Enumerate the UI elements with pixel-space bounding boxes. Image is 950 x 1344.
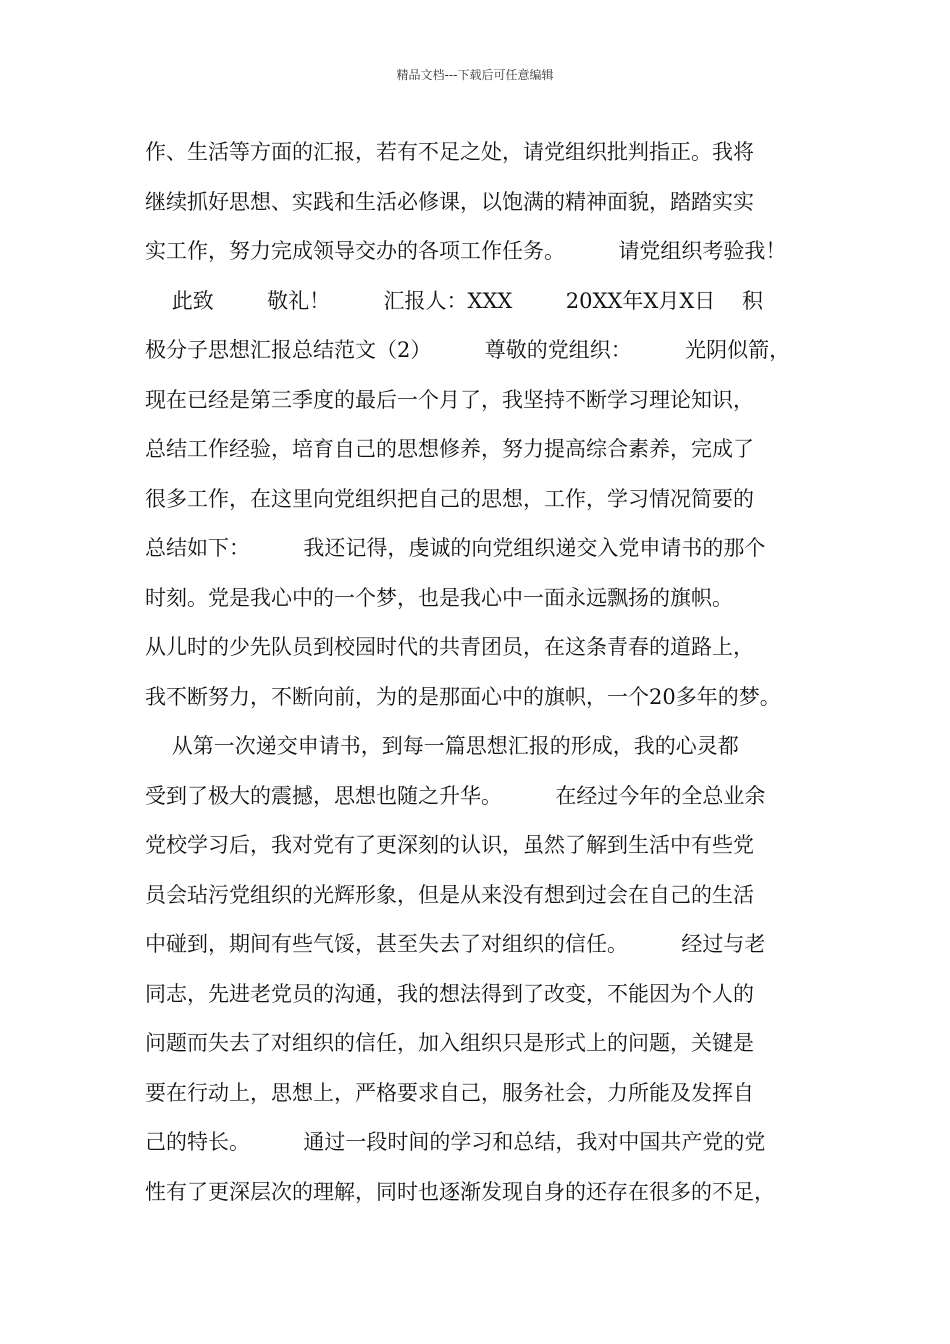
text-line: 受到了极大的震撼，思想也随之升华。 在经过今年的全总业余 — [145, 783, 766, 808]
text-line: 我不断努力，不断向前，为的是那面心中的旗帜，一个20多年的梦。 — [145, 684, 781, 709]
text-line: 同志，先进老党员的沟通，我的想法得到了改变，不能因为个人的 — [145, 981, 754, 1006]
text-line: 实工作，努力完成领导交办的各项工作任务。 请党组织考验我！ — [145, 239, 787, 263]
text-line: 极分子思想汇报总结范文（2） 尊敬的党组织： 光阴似箭， — [145, 338, 791, 362]
text-line: 从儿时的少先队员到校园时代的共青团员，在这条青春的道路上， — [145, 635, 754, 659]
text-line: 继续抓好思想、实践和生活必修课，以饱满的精神面貌，踏踏实实 — [145, 189, 754, 214]
text-line: 总结工作经验，培育自己的思想修养，努力提高综合素养，完成了 — [145, 437, 754, 461]
text-line: 己的特长。 通过一段时间的学习和总结，我对中国共产党的党 — [145, 1130, 766, 1154]
text-line: 此致 敬礼！ 汇报人：XXX 20XX年X月X日 积 — [145, 288, 763, 313]
text-line: 从第一次递交申请书，到每一篇思想汇报的形成，我的心灵都 — [145, 734, 739, 758]
page-header: 精品文档---下载后可任意编辑 — [396, 68, 554, 82]
text-line: 中碰到，期间有些气馁，甚至失去了对组织的信任。 经过与老 — [145, 932, 766, 956]
document-body — [145, 128, 825, 1217]
text-line: 问题而失去了对组织的信任，加入组织只是形式上的问题，关键是 — [145, 1031, 754, 1055]
text-line: 很多工作，在这里向党组织把自己的思想，工作，学习情况简要的 — [145, 486, 754, 511]
text-line: 时刻。党是我心中的一个梦，也是我心中一面永远飘扬的旗帜。 — [145, 585, 733, 610]
text-line: 性有了更深层次的理解，同时也逐渐发现自身的还存在很多的不足， — [145, 1179, 775, 1204]
text-line: 总结如下： 我还记得，虔诚的向党组织递交入党申请书的那个 — [145, 536, 766, 560]
text-line: 作、生活等方面的汇报，若有不足之处，请党组织批判指正。我将 — [145, 140, 754, 164]
text-line: 党校学习后，我对党有了更深刻的认识，虽然了解到生活中有些党 — [145, 833, 754, 857]
text-line: 现在已经是第三季度的最后一个月了，我坚持不断学习理论知识， — [145, 387, 754, 412]
text-line: 要在行动上，思想上，严格要求自己，服务社会，力所能及发挥自 — [145, 1080, 754, 1105]
text-line: 员会玷污党组织的光辉形象，但是从来没有想到过会在自己的生活 — [145, 882, 754, 907]
